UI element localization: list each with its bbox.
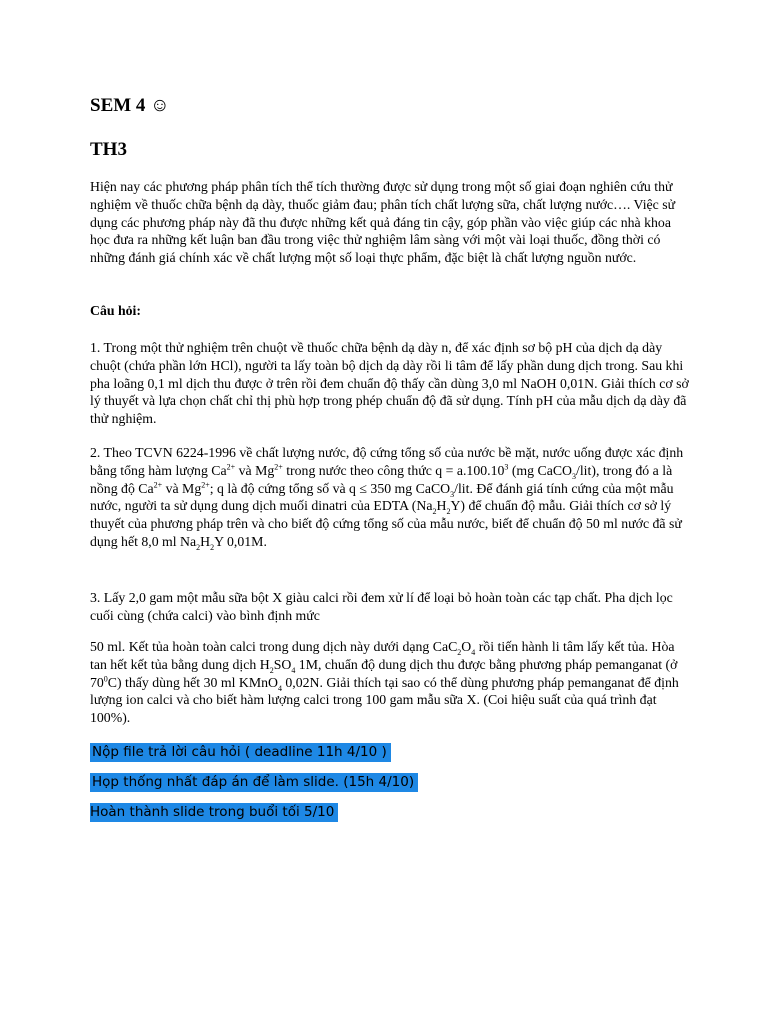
highlight-deadline: Nộp file trả lời câu hỏi ( deadline 11h 4/10 ) <box>90 743 391 762</box>
intro-paragraph: Hiện nay các phương pháp phân tích thể tích thường được sử dụng trong một số giai đoạn nghiên cứu thử nghiệm về thuốc chữa bệnh dạ dày, thuốc giảm đau; phân tích chất lượng sữa, chất lượng nước…. Việc sử dụng các phương pháp này đã thu được những kết quả đáng tin cậy, góp phần vào việc giúp các nhà khoa học đưa ra những kết luận ban đầu trong việc thử nghiệm lâm sàng với một vài loại thuốc, đồng thời có những đánh giá chính xác về chất lượng một số loại thực phẩm, đặc biệt là chất lượng nguồn nước. <box>90 179 676 266</box>
questions-heading: Câu hỏi: <box>90 303 141 318</box>
q3-text: SO <box>273 656 292 672</box>
q2-text: (mg CaCO <box>508 462 573 478</box>
q2-superscript: 2+ <box>153 480 163 489</box>
question-1: 1. Trong một thử nghiệm trên chuột về thuốc chữa bệnh dạ dày n, để xác định sơ bộ pH của dịch dạ dày chuột (chứa phần lớn HCl), người ta lấy toàn bộ dịch dạ dày rồi li tâm để lấy phần dung dịch trong. Sau khi pha loãng 0,1 ml dịch thu được ở trên rồi đem chuẩn độ thấy cần dùng 3,0 ml NaOH 0,01N. Giải thích cơ sở lý thuyết và lựa chọn chất chỉ thị phù hợp trong phép chuẩn độ đã sử dụng. Tính pH của mẫu dịch dạ dày đã thử nghiệm. <box>90 340 689 427</box>
q3-subscript: 4 <box>277 683 282 693</box>
q2-text: /lit. Để đánh giá tính cứng của một mẫu nước, người ta sử dụng dung dịch muối dinatri của EDTA (Na <box>90 480 674 514</box>
q2-text: Y) để chuẩn độ mẫu. Giải thích cơ sở lý thuyết của phương pháp trên và cho biết độ cứng tổng số của mẫu nước, biết để chuẩn độ 50 ml nước đã sử dụng hết 8,0 ml Na <box>90 498 682 549</box>
document-subtitle: TH3 <box>90 139 127 160</box>
q2-text: /lit), trong đó a là nồng độ Ca <box>90 462 673 496</box>
q3-superscript: 0 <box>103 674 108 683</box>
q2-subscript: 2 <box>446 507 451 517</box>
q3-subscript: 4 <box>471 647 476 657</box>
q3-text: C) thấy dùng hết 30 ml KMnO <box>107 674 278 690</box>
document-title: SEM 4 ☺ <box>90 95 170 116</box>
q2-subscript: 2 <box>196 542 201 552</box>
question-2 <box>90 444 690 551</box>
q2-superscript: 2+ <box>201 480 210 489</box>
q2-text: ; q là độ cứng tổng số và q ≤ 350 mg CaCO <box>209 480 451 496</box>
q2-text: và Mg <box>162 480 202 496</box>
question-3-part-1: 3. Lấy 2,0 gam một mẫu sữa bột X giàu calci rồi đem xử lí để loại bỏ hoàn toàn các tạp chất. Pha dịch lọc cuối cùng (chứa calci) vào bình định mức <box>90 590 673 623</box>
q2-text: và Mg <box>235 462 275 478</box>
q2-subscript: 3 <box>450 489 455 499</box>
q2-text: H <box>200 533 211 549</box>
q2-text: 2. Theo TCVN 6224-1996 về chất lượng nước, độ cứng tổng số của nước bề mặt, nước uống được xác định bằng tổng hàm lượng Ca <box>90 445 684 478</box>
q2-subscript: 3 <box>572 471 577 481</box>
q3-text: 0,02N. Giải thích tại sao có thể dùng phương pháp pemanganat để định lượng ion calci và cho biết hàm lượng calci trong 100 gam mẫu sữa X. (Coi hiệu suất của quá trình đạt 100%). <box>90 674 679 726</box>
q2-superscript: 3 <box>504 462 509 472</box>
q3-subscript: 2 <box>269 665 274 675</box>
q3-text: 50 ml. Kết tủa hoàn toàn calci trong dung dịch này dưới dạng CaC <box>90 639 458 654</box>
q3-text: rồi tiến hành li tâm lấy kết tủa. Hòa tan hết kết tủa bằng dung dịch H <box>90 639 675 672</box>
highlight-meeting: Họp thống nhất đáp án để làm slide. (15h 4/10) <box>90 773 418 792</box>
q2-text: trong nước theo công thức q = a.100.10 <box>282 462 505 478</box>
q3-subscript: 4 <box>291 665 296 675</box>
q2-text: H <box>436 498 447 514</box>
q3-text: O <box>461 639 472 654</box>
q2-subscript: 2 <box>210 542 215 552</box>
q2-text: Y 0,01M. <box>214 533 267 549</box>
q2-superscript: 2+ <box>226 462 236 472</box>
highlight-slide: Hoàn thành slide trong buổi tối 5/10 <box>90 803 338 822</box>
q3-subscript: 2 <box>457 647 462 657</box>
q3-text: 1M, chuẩn độ dung dịch thu được bằng phương pháp pemanganat (ở 70 <box>90 656 678 690</box>
q2-subscript: 2 <box>432 507 437 517</box>
q2-superscript: 2+ <box>274 462 283 472</box>
question-3-part-2 <box>90 638 690 727</box>
